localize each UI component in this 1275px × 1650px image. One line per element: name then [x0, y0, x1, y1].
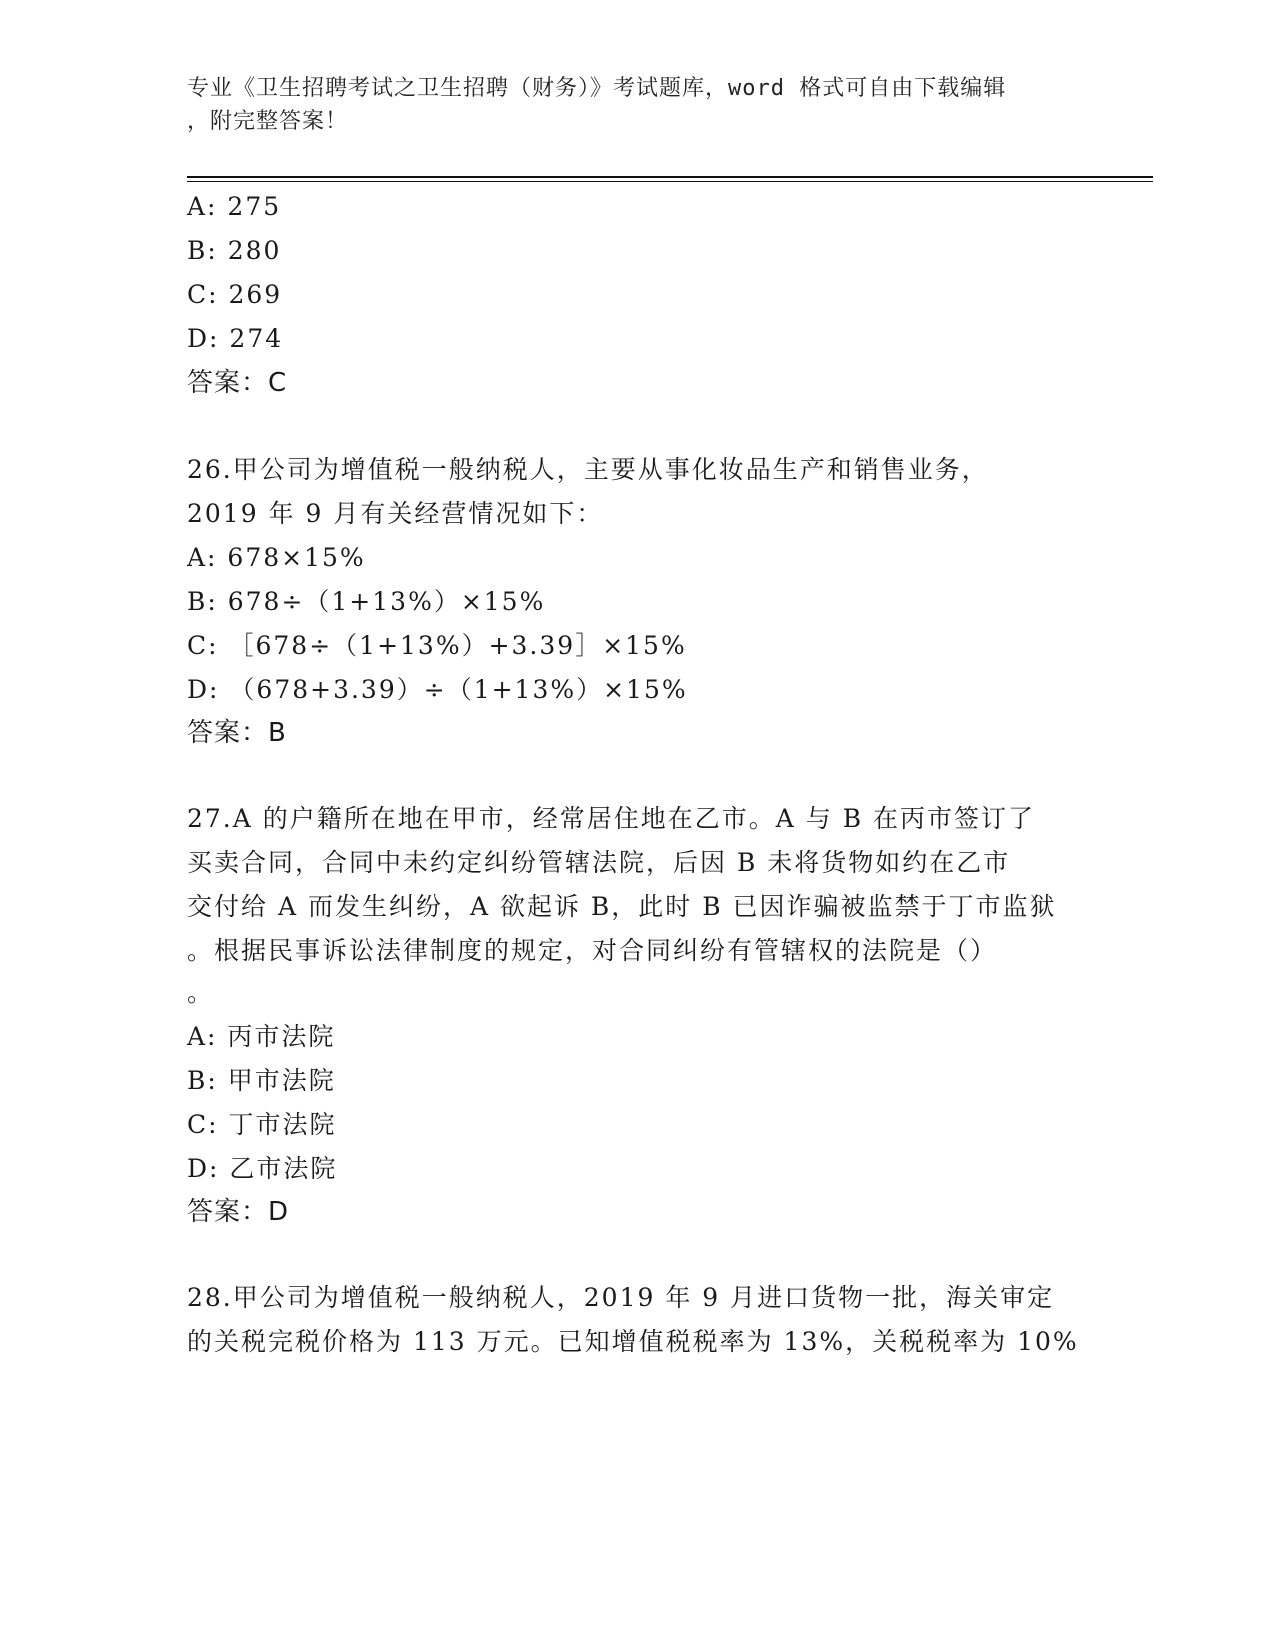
q25-option-c: C: 269 [187, 280, 283, 309]
q27-option-b: B: 甲市法院 [187, 1066, 336, 1095]
q26-option-a: A: 678×15% [187, 543, 366, 572]
q27-stem-line-5: 。 [187, 978, 215, 1007]
header-line-2: ，附完整答案！ [187, 109, 349, 134]
q28-stem-line-1: 28.甲公司为增值税一般纳税人，2019 年 9 月进口货物一批，海关审定 [187, 1283, 1055, 1312]
q27-stem-line-3: 交付给 A 而发生纠纷，A 欲起诉 B，此时 B 已因诈骗被监禁于丁市监狱 [187, 892, 1057, 921]
q27-stem-line-1: 27.A 的户籍所在地在甲市，经常居住地在乙市。A 与 B 在丙市签订了 [187, 804, 1036, 833]
header-divider-thin [187, 181, 1153, 182]
document-header [187, 72, 1087, 138]
q27-option-d: D: 乙市法院 [187, 1154, 338, 1183]
q27-option-a: A: 丙市法院 [187, 1022, 336, 1051]
q26-answer: 答案：B [187, 718, 287, 748]
q27-answer: 答案：D [187, 1197, 290, 1227]
q26-stem-line-2: 2019 年 9 月有关经营情况如下： [187, 499, 604, 528]
q27-stem-line-2: 买卖合同，合同中未约定纠纷管辖法院，后因 B 未将货物如约在乙市 [187, 848, 1011, 877]
q26-option-d: D: （678+3.39）÷（1+13%）×15% [187, 675, 688, 704]
header-divider-thick [187, 176, 1153, 178]
header-line-1: 专业《卫生招聘考试之卫生招聘（财务）》考试题库，word 格式可自由下载编辑 [187, 76, 1007, 101]
q27-option-c: C: 丁市法院 [187, 1110, 337, 1139]
q25-option-a: A: 275 [187, 192, 282, 221]
q25-answer: 答案：C [187, 368, 288, 398]
q26-option-b: B: 678÷（1+13%）×15% [187, 587, 546, 616]
q25-option-b: B: 280 [187, 236, 282, 265]
q26-stem-line-1: 26.甲公司为增值税一般纳税人，主要从事化妆品生产和销售业务， [187, 455, 989, 484]
q25-option-d: D: 274 [187, 324, 284, 353]
q28-stem-line-2: 的关税完税价格为 113 万元。已知增值税税率为 13%，关税税率为 10% [187, 1327, 1079, 1356]
q27-stem-line-4: 。根据民事诉讼法律制度的规定，对合同纠纷有管辖权的法院是（） [187, 936, 998, 965]
q26-option-c: C: ［678÷（1+13%）+3.39］×15% [187, 631, 687, 660]
